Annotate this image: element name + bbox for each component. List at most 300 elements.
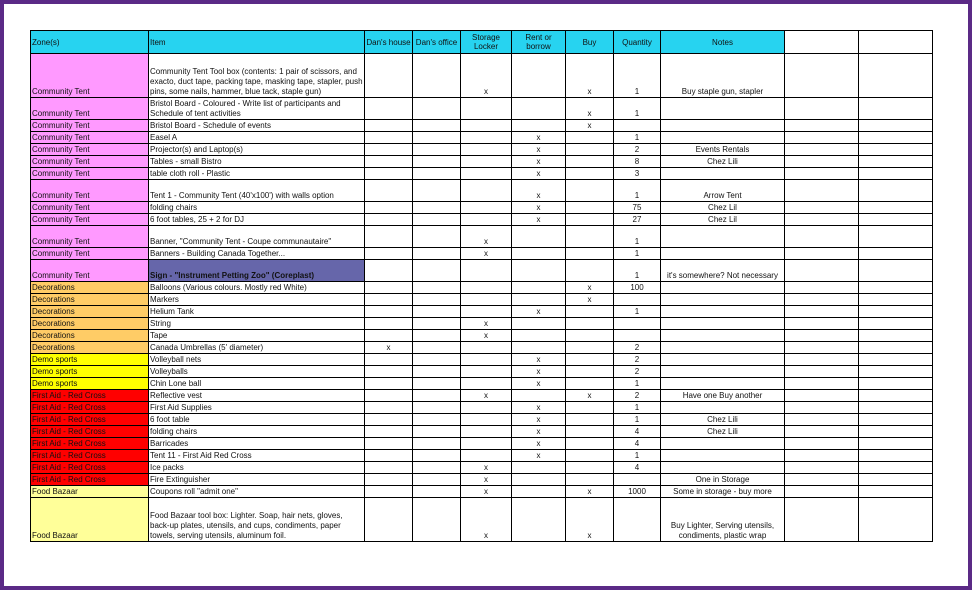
notes-cell[interactable]	[661, 330, 785, 342]
item-cell[interactable]: 6 foot table	[149, 414, 365, 426]
extra-cell-1[interactable]	[785, 260, 859, 282]
extra-cell-1[interactable]	[785, 202, 859, 214]
rent-or-borrow-cell[interactable]	[512, 260, 566, 282]
quantity-cell[interactable]: 1	[614, 226, 661, 248]
notes-cell[interactable]: One in Storage	[661, 474, 785, 486]
rent-or-borrow-cell[interactable]	[512, 498, 566, 542]
extra-cell-2[interactable]	[859, 214, 933, 226]
dans-house-cell[interactable]	[365, 378, 413, 390]
extra-cell-2[interactable]	[859, 486, 933, 498]
zone-cell[interactable]: Food Bazaar	[31, 486, 149, 498]
extra-cell-2[interactable]	[859, 474, 933, 486]
rent-or-borrow-cell[interactable]	[512, 282, 566, 294]
rent-or-borrow-cell[interactable]: x	[512, 402, 566, 414]
extra-cell-1[interactable]	[785, 414, 859, 426]
buy-cell[interactable]	[566, 318, 614, 330]
notes-cell[interactable]	[661, 402, 785, 414]
dans-office-cell[interactable]	[413, 282, 461, 294]
dans-office-cell[interactable]	[413, 54, 461, 98]
extra-cell-1[interactable]	[785, 144, 859, 156]
rent-or-borrow-cell[interactable]: x	[512, 438, 566, 450]
dans-office-cell[interactable]	[413, 486, 461, 498]
item-cell[interactable]: Balloons (Various colours. Mostly red White)	[149, 282, 365, 294]
zone-cell[interactable]: Community Tent	[31, 168, 149, 180]
quantity-cell[interactable]	[614, 474, 661, 486]
extra-cell-1[interactable]	[785, 354, 859, 366]
dans-office-cell[interactable]	[413, 330, 461, 342]
dans-house-cell[interactable]	[365, 98, 413, 120]
dans-house-cell[interactable]: x	[365, 342, 413, 354]
notes-cell[interactable]	[661, 168, 785, 180]
dans-office-cell[interactable]	[413, 402, 461, 414]
extra-cell-1[interactable]	[785, 426, 859, 438]
buy-cell[interactable]	[566, 402, 614, 414]
rent-or-borrow-cell[interactable]: x	[512, 214, 566, 226]
rent-or-borrow-cell[interactable]: x	[512, 144, 566, 156]
buy-cell[interactable]	[566, 156, 614, 168]
rent-or-borrow-cell[interactable]	[512, 462, 566, 474]
extra-cell-1[interactable]	[785, 366, 859, 378]
dans-office-cell[interactable]	[413, 342, 461, 354]
col-header-extra-2[interactable]	[859, 31, 933, 54]
dans-house-cell[interactable]	[365, 366, 413, 378]
item-cell[interactable]: Sign - "Instrument Petting Zoo" (Coreplast)	[149, 260, 365, 282]
notes-cell[interactable]: Chez Lili	[661, 414, 785, 426]
storage-locker-cell[interactable]	[461, 202, 512, 214]
rent-or-borrow-cell[interactable]	[512, 486, 566, 498]
notes-cell[interactable]	[661, 248, 785, 260]
extra-cell-2[interactable]	[859, 318, 933, 330]
rent-or-borrow-cell[interactable]: x	[512, 156, 566, 168]
extra-cell-2[interactable]	[859, 156, 933, 168]
buy-cell[interactable]	[566, 438, 614, 450]
item-cell[interactable]: Coupons roll "admit one"	[149, 486, 365, 498]
notes-cell[interactable]	[661, 366, 785, 378]
quantity-cell[interactable]: 2	[614, 366, 661, 378]
dans-office-cell[interactable]	[413, 260, 461, 282]
zone-cell[interactable]: Decorations	[31, 294, 149, 306]
extra-cell-1[interactable]	[785, 226, 859, 248]
dans-house-cell[interactable]	[365, 330, 413, 342]
extra-cell-2[interactable]	[859, 498, 933, 542]
storage-locker-cell[interactable]	[461, 426, 512, 438]
item-cell[interactable]: Projector(s) and Laptop(s)	[149, 144, 365, 156]
quantity-cell[interactable]	[614, 498, 661, 542]
zone-cell[interactable]: Community Tent	[31, 144, 149, 156]
extra-cell-1[interactable]	[785, 318, 859, 330]
dans-house-cell[interactable]	[365, 438, 413, 450]
item-cell[interactable]: Markers	[149, 294, 365, 306]
storage-locker-cell[interactable]	[461, 438, 512, 450]
extra-cell-1[interactable]	[785, 214, 859, 226]
rent-or-borrow-cell[interactable]	[512, 226, 566, 248]
item-cell[interactable]: Tables - small Bistro	[149, 156, 365, 168]
storage-locker-cell[interactable]	[461, 366, 512, 378]
extra-cell-2[interactable]	[859, 450, 933, 462]
buy-cell[interactable]	[566, 180, 614, 202]
item-cell[interactable]: folding chairs	[149, 426, 365, 438]
extra-cell-1[interactable]	[785, 450, 859, 462]
zone-cell[interactable]: Decorations	[31, 306, 149, 318]
item-cell[interactable]: Reflective vest	[149, 390, 365, 402]
dans-house-cell[interactable]	[365, 318, 413, 330]
storage-locker-cell[interactable]	[461, 180, 512, 202]
item-cell[interactable]: Tent 1 - Community Tent (40'x100') with walls option	[149, 180, 365, 202]
extra-cell-1[interactable]	[785, 474, 859, 486]
notes-cell[interactable]	[661, 318, 785, 330]
dans-office-cell[interactable]	[413, 498, 461, 542]
dans-house-cell[interactable]	[365, 120, 413, 132]
extra-cell-1[interactable]	[785, 390, 859, 402]
quantity-cell[interactable]: 3	[614, 168, 661, 180]
extra-cell-2[interactable]	[859, 132, 933, 144]
item-cell[interactable]: Volleyball nets	[149, 354, 365, 366]
dans-house-cell[interactable]	[365, 214, 413, 226]
dans-house-cell[interactable]	[365, 426, 413, 438]
buy-cell[interactable]: x	[566, 282, 614, 294]
extra-cell-2[interactable]	[859, 354, 933, 366]
notes-cell[interactable]: Chez Lili	[661, 426, 785, 438]
extra-cell-1[interactable]	[785, 282, 859, 294]
extra-cell-2[interactable]	[859, 144, 933, 156]
buy-cell[interactable]	[566, 366, 614, 378]
buy-cell[interactable]	[566, 260, 614, 282]
dans-house-cell[interactable]	[365, 248, 413, 260]
storage-locker-cell[interactable]: x	[461, 226, 512, 248]
zone-cell[interactable]: First Aid - Red Cross	[31, 414, 149, 426]
dans-house-cell[interactable]	[365, 486, 413, 498]
item-cell[interactable]: Banners - Building Canada Together...	[149, 248, 365, 260]
notes-cell[interactable]: Chez Lili	[661, 156, 785, 168]
item-cell[interactable]: Helium Tank	[149, 306, 365, 318]
extra-cell-2[interactable]	[859, 226, 933, 248]
buy-cell[interactable]	[566, 144, 614, 156]
storage-locker-cell[interactable]: x	[461, 474, 512, 486]
dans-office-cell[interactable]	[413, 120, 461, 132]
dans-office-cell[interactable]	[413, 426, 461, 438]
quantity-cell[interactable]: 1	[614, 260, 661, 282]
item-cell[interactable]: Chin Lone ball	[149, 378, 365, 390]
storage-locker-cell[interactable]	[461, 342, 512, 354]
item-cell[interactable]: Community Tent Tool box (contents: 1 pair of scissors, and exacto, duct tape, packing tape, masking tape, stapler, push pins, some nails, hammer, blue tack, staple gun)	[149, 54, 365, 98]
buy-cell[interactable]	[566, 450, 614, 462]
notes-cell[interactable]: Buy Lighter, Serving utensils, condiments, plastic wrap	[661, 498, 785, 542]
notes-cell[interactable]	[661, 282, 785, 294]
quantity-cell[interactable]	[614, 318, 661, 330]
rent-or-borrow-cell[interactable]: x	[512, 426, 566, 438]
item-cell[interactable]: Tent 11 - First Aid Red Cross	[149, 450, 365, 462]
dans-house-cell[interactable]	[365, 180, 413, 202]
dans-office-cell[interactable]	[413, 438, 461, 450]
dans-house-cell[interactable]	[365, 402, 413, 414]
buy-cell[interactable]	[566, 342, 614, 354]
zone-cell[interactable]: Demo sports	[31, 354, 149, 366]
storage-locker-cell[interactable]	[461, 450, 512, 462]
notes-cell[interactable]	[661, 462, 785, 474]
storage-locker-cell[interactable]	[461, 402, 512, 414]
zone-cell[interactable]: Community Tent	[31, 260, 149, 282]
col-header-dans-house[interactable]: Dan's house	[365, 31, 413, 54]
zone-cell[interactable]: First Aid - Red Cross	[31, 426, 149, 438]
dans-office-cell[interactable]	[413, 474, 461, 486]
extra-cell-2[interactable]	[859, 378, 933, 390]
quantity-cell[interactable]: 4	[614, 426, 661, 438]
dans-house-cell[interactable]	[365, 132, 413, 144]
extra-cell-1[interactable]	[785, 342, 859, 354]
rent-or-borrow-cell[interactable]	[512, 474, 566, 486]
rent-or-borrow-cell[interactable]: x	[512, 450, 566, 462]
notes-cell[interactable]: Buy staple gun, stapler	[661, 54, 785, 98]
dans-office-cell[interactable]	[413, 226, 461, 248]
dans-office-cell[interactable]	[413, 414, 461, 426]
extra-cell-1[interactable]	[785, 248, 859, 260]
rent-or-borrow-cell[interactable]: x	[512, 378, 566, 390]
extra-cell-2[interactable]	[859, 282, 933, 294]
rent-or-borrow-cell[interactable]	[512, 318, 566, 330]
item-cell[interactable]: Volleyballs	[149, 366, 365, 378]
zone-cell[interactable]: First Aid - Red Cross	[31, 438, 149, 450]
zone-cell[interactable]: First Aid - Red Cross	[31, 450, 149, 462]
dans-office-cell[interactable]	[413, 462, 461, 474]
item-cell[interactable]: Fire Extinguisher	[149, 474, 365, 486]
extra-cell-2[interactable]	[859, 414, 933, 426]
item-cell[interactable]: Tape	[149, 330, 365, 342]
rent-or-borrow-cell[interactable]: x	[512, 168, 566, 180]
notes-cell[interactable]	[661, 294, 785, 306]
rent-or-borrow-cell[interactable]	[512, 294, 566, 306]
zone-cell[interactable]: Community Tent	[31, 202, 149, 214]
zone-cell[interactable]: First Aid - Red Cross	[31, 402, 149, 414]
extra-cell-2[interactable]	[859, 120, 933, 132]
dans-office-cell[interactable]	[413, 168, 461, 180]
quantity-cell[interactable]: 2	[614, 354, 661, 366]
notes-cell[interactable]: Have one Buy another	[661, 390, 785, 402]
buy-cell[interactable]	[566, 248, 614, 260]
extra-cell-2[interactable]	[859, 168, 933, 180]
rent-or-borrow-cell[interactable]: x	[512, 202, 566, 214]
quantity-cell[interactable]: 2	[614, 342, 661, 354]
buy-cell[interactable]	[566, 132, 614, 144]
buy-cell[interactable]: x	[566, 98, 614, 120]
extra-cell-1[interactable]	[785, 168, 859, 180]
storage-locker-cell[interactable]	[461, 168, 512, 180]
col-header-extra-1[interactable]	[785, 31, 859, 54]
notes-cell[interactable]: Events Rentals	[661, 144, 785, 156]
rent-or-borrow-cell[interactable]: x	[512, 132, 566, 144]
extra-cell-2[interactable]	[859, 306, 933, 318]
notes-cell[interactable]	[661, 342, 785, 354]
dans-house-cell[interactable]	[365, 450, 413, 462]
item-cell[interactable]: Canada Umbrellas (5' diameter)	[149, 342, 365, 354]
dans-office-cell[interactable]	[413, 378, 461, 390]
quantity-cell[interactable]: 1	[614, 414, 661, 426]
buy-cell[interactable]	[566, 330, 614, 342]
rent-or-borrow-cell[interactable]: x	[512, 414, 566, 426]
extra-cell-1[interactable]	[785, 98, 859, 120]
buy-cell[interactable]	[566, 202, 614, 214]
rent-or-borrow-cell[interactable]: x	[512, 366, 566, 378]
extra-cell-1[interactable]	[785, 378, 859, 390]
zone-cell[interactable]: Community Tent	[31, 98, 149, 120]
col-header-storage-locker[interactable]: Storage Locker	[461, 31, 512, 54]
extra-cell-1[interactable]	[785, 330, 859, 342]
dans-office-cell[interactable]	[413, 214, 461, 226]
notes-cell[interactable]	[661, 450, 785, 462]
quantity-cell[interactable]	[614, 120, 661, 132]
dans-house-cell[interactable]	[365, 54, 413, 98]
quantity-cell[interactable]: 8	[614, 156, 661, 168]
extra-cell-2[interactable]	[859, 248, 933, 260]
quantity-cell[interactable]: 1	[614, 306, 661, 318]
zone-cell[interactable]: Decorations	[31, 282, 149, 294]
dans-office-cell[interactable]	[413, 144, 461, 156]
quantity-cell[interactable]: 1	[614, 54, 661, 98]
zone-cell[interactable]: Community Tent	[31, 180, 149, 202]
quantity-cell[interactable]: 1	[614, 402, 661, 414]
zone-cell[interactable]: Community Tent	[31, 132, 149, 144]
storage-locker-cell[interactable]	[461, 98, 512, 120]
notes-cell[interactable]	[661, 98, 785, 120]
rent-or-borrow-cell[interactable]	[512, 342, 566, 354]
extra-cell-1[interactable]	[785, 438, 859, 450]
rent-or-borrow-cell[interactable]	[512, 120, 566, 132]
buy-cell[interactable]	[566, 354, 614, 366]
item-cell[interactable]: folding chairs	[149, 202, 365, 214]
rent-or-borrow-cell[interactable]: x	[512, 180, 566, 202]
item-cell[interactable]: Barricades	[149, 438, 365, 450]
notes-cell[interactable]: Chez Lil	[661, 214, 785, 226]
item-cell[interactable]: Easel A	[149, 132, 365, 144]
notes-cell[interactable]	[661, 438, 785, 450]
dans-office-cell[interactable]	[413, 294, 461, 306]
buy-cell[interactable]	[566, 168, 614, 180]
item-cell[interactable]: Banner, "Community Tent - Coupe communautaire"	[149, 226, 365, 248]
buy-cell[interactable]	[566, 414, 614, 426]
notes-cell[interactable]	[661, 378, 785, 390]
storage-locker-cell[interactable]	[461, 282, 512, 294]
notes-cell[interactable]: Some in storage - buy more	[661, 486, 785, 498]
item-cell[interactable]: Bristol Board - Schedule of events	[149, 120, 365, 132]
extra-cell-2[interactable]	[859, 438, 933, 450]
quantity-cell[interactable]: 1000	[614, 486, 661, 498]
quantity-cell[interactable]: 75	[614, 202, 661, 214]
col-header-buy[interactable]: Buy	[566, 31, 614, 54]
quantity-cell[interactable]: 1	[614, 98, 661, 120]
storage-locker-cell[interactable]	[461, 214, 512, 226]
buy-cell[interactable]: x	[566, 294, 614, 306]
extra-cell-2[interactable]	[859, 330, 933, 342]
dans-house-cell[interactable]	[365, 156, 413, 168]
dans-house-cell[interactable]	[365, 462, 413, 474]
buy-cell[interactable]	[566, 226, 614, 248]
extra-cell-1[interactable]	[785, 306, 859, 318]
extra-cell-1[interactable]	[785, 180, 859, 202]
col-header-notes[interactable]: Notes	[661, 31, 785, 54]
rent-or-borrow-cell[interactable]	[512, 54, 566, 98]
extra-cell-2[interactable]	[859, 180, 933, 202]
quantity-cell[interactable]: 27	[614, 214, 661, 226]
item-cell[interactable]: table cloth roll - Plastic	[149, 168, 365, 180]
extra-cell-1[interactable]	[785, 486, 859, 498]
extra-cell-2[interactable]	[859, 342, 933, 354]
notes-cell[interactable]	[661, 306, 785, 318]
zone-cell[interactable]: Community Tent	[31, 226, 149, 248]
dans-house-cell[interactable]	[365, 306, 413, 318]
dans-office-cell[interactable]	[413, 156, 461, 168]
storage-locker-cell[interactable]: x	[461, 318, 512, 330]
buy-cell[interactable]	[566, 474, 614, 486]
extra-cell-1[interactable]	[785, 156, 859, 168]
buy-cell[interactable]	[566, 214, 614, 226]
zone-cell[interactable]: Decorations	[31, 342, 149, 354]
zone-cell[interactable]: Food Bazaar	[31, 498, 149, 542]
dans-house-cell[interactable]	[365, 202, 413, 214]
quantity-cell[interactable]: 2	[614, 144, 661, 156]
dans-house-cell[interactable]	[365, 144, 413, 156]
dans-house-cell[interactable]	[365, 226, 413, 248]
zone-cell[interactable]: Community Tent	[31, 248, 149, 260]
zone-cell[interactable]: Community Tent	[31, 156, 149, 168]
dans-house-cell[interactable]	[365, 414, 413, 426]
quantity-cell[interactable]: 1	[614, 132, 661, 144]
extra-cell-2[interactable]	[859, 366, 933, 378]
buy-cell[interactable]	[566, 378, 614, 390]
dans-house-cell[interactable]	[365, 498, 413, 542]
storage-locker-cell[interactable]	[461, 354, 512, 366]
notes-cell[interactable]	[661, 132, 785, 144]
zone-cell[interactable]: First Aid - Red Cross	[31, 462, 149, 474]
dans-house-cell[interactable]	[365, 168, 413, 180]
buy-cell[interactable]: x	[566, 498, 614, 542]
extra-cell-1[interactable]	[785, 54, 859, 98]
storage-locker-cell[interactable]: x	[461, 248, 512, 260]
storage-locker-cell[interactable]: x	[461, 390, 512, 402]
storage-locker-cell[interactable]: x	[461, 498, 512, 542]
rent-or-borrow-cell[interactable]	[512, 390, 566, 402]
extra-cell-2[interactable]	[859, 462, 933, 474]
dans-office-cell[interactable]	[413, 450, 461, 462]
storage-locker-cell[interactable]	[461, 120, 512, 132]
zone-cell[interactable]: Demo sports	[31, 366, 149, 378]
quantity-cell[interactable]	[614, 330, 661, 342]
rent-or-borrow-cell[interactable]: x	[512, 306, 566, 318]
storage-locker-cell[interactable]: x	[461, 54, 512, 98]
storage-locker-cell[interactable]	[461, 294, 512, 306]
dans-office-cell[interactable]	[413, 354, 461, 366]
extra-cell-2[interactable]	[859, 390, 933, 402]
extra-cell-1[interactable]	[785, 132, 859, 144]
col-header-dans-office[interactable]: Dan's office	[413, 31, 461, 54]
notes-cell[interactable]	[661, 354, 785, 366]
zone-cell[interactable]: Decorations	[31, 318, 149, 330]
col-header-item[interactable]: Item	[149, 31, 365, 54]
zone-cell[interactable]: Community Tent	[31, 120, 149, 132]
dans-office-cell[interactable]	[413, 390, 461, 402]
zone-cell[interactable]: Community Tent	[31, 54, 149, 98]
dans-house-cell[interactable]	[365, 390, 413, 402]
extra-cell-1[interactable]	[785, 498, 859, 542]
storage-locker-cell[interactable]	[461, 144, 512, 156]
quantity-cell[interactable]: 1	[614, 450, 661, 462]
extra-cell-1[interactable]	[785, 462, 859, 474]
notes-cell[interactable]	[661, 120, 785, 132]
zone-cell[interactable]: Demo sports	[31, 378, 149, 390]
notes-cell[interactable]: Arrow Tent	[661, 180, 785, 202]
extra-cell-2[interactable]	[859, 402, 933, 414]
dans-office-cell[interactable]	[413, 180, 461, 202]
extra-cell-2[interactable]	[859, 260, 933, 282]
buy-cell[interactable]	[566, 306, 614, 318]
